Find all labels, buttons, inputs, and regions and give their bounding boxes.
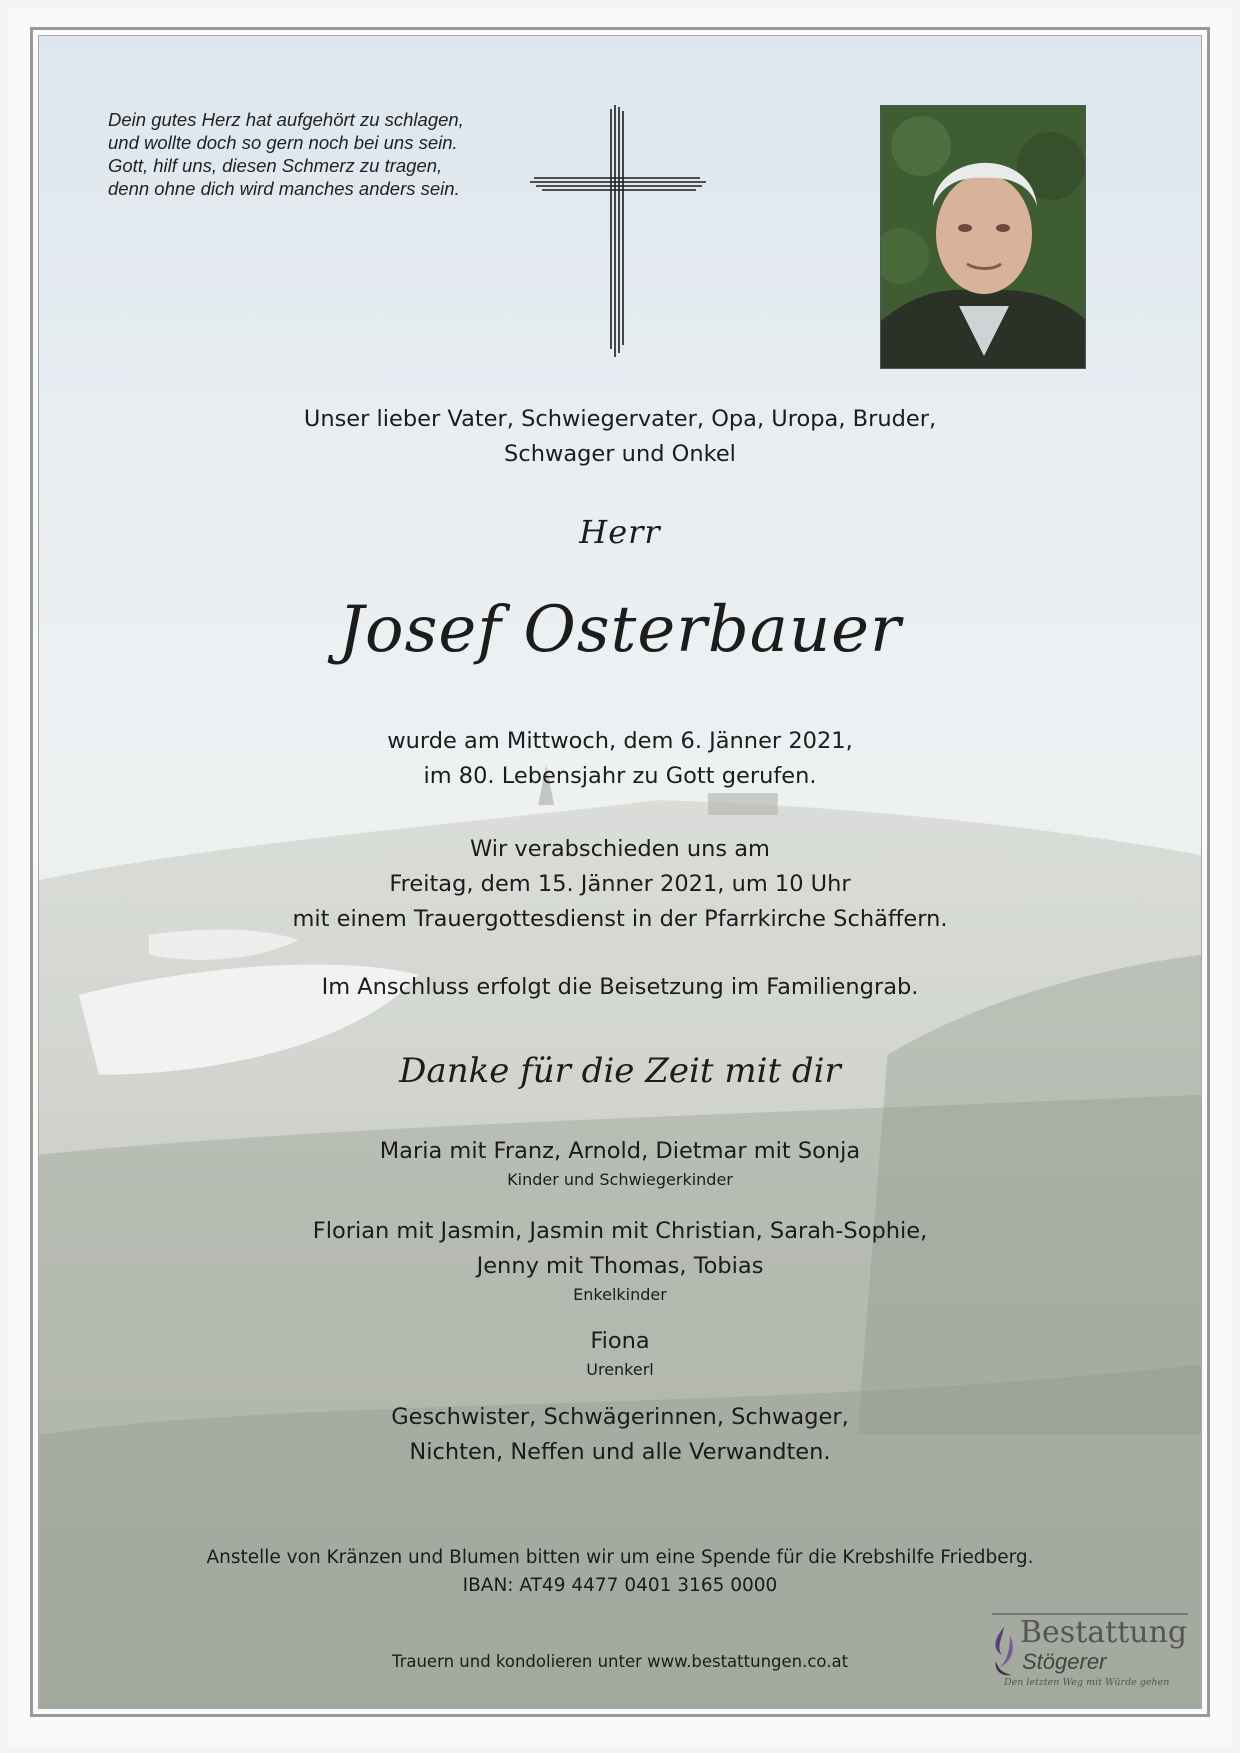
verse-line: und wollte doch so gern noch bei uns sein.: [108, 132, 458, 153]
intro-line: Unser lieber Vater, Schwiegervater, Opa, Uropa, Bruder,: [303, 406, 937, 432]
donation-request: [140, 1544, 1100, 1600]
logo-subtitle: Stögerer: [1022, 1649, 1107, 1674]
mourner-names: Geschwister, Schwägerinnen, Schwager,: [391, 1404, 849, 1430]
mourner-role: Kinder und Schwiegerkinder: [507, 1170, 733, 1189]
iban: IBAN: AT49 4477 0401 3165 0000: [462, 1575, 778, 1596]
mourner-role: Urenkerl: [586, 1360, 654, 1379]
logo-tagline: Den letzten Weg mit Würde gehen: [1004, 1677, 1170, 1688]
farewell-line: Freitag, dem 15. Jänner 2021, um 10 Uhr: [389, 871, 851, 897]
portrait-photo: [880, 105, 1086, 369]
donation-line: Anstelle von Kränzen und Blumen bitten wir um eine Spende für die Krebshilfe Friedberg.: [206, 1547, 1034, 1568]
death-line: im 80. Lebensjahr zu Gott gerufen.: [423, 763, 817, 789]
farewell-line: mit einem Trauergottesdienst in der Pfarrkirche Schäffern.: [292, 906, 948, 932]
memorial-verse: [108, 108, 528, 200]
farewell-line: Wir verabschieden uns am: [470, 836, 770, 862]
death-notice: [140, 724, 1100, 794]
salutation: Herr: [579, 513, 661, 551]
mourner-names: Florian mit Jasmin, Jasmin mit Christian, Sarah-Sophie,: [312, 1218, 928, 1244]
deceased-name: Josef Osterbauer: [338, 593, 902, 667]
mourner-names: Fiona: [590, 1328, 650, 1354]
verse-line: Dein gutes Herz hat aufgehört zu schlagen,: [108, 109, 464, 130]
flame-logo-icon: [990, 1625, 1018, 1679]
mourner-group-great-grandchildren: [140, 1324, 1100, 1381]
mourner-group-children: [140, 1134, 1100, 1191]
verse-line: Gott, hilf uns, diesen Schmerz zu tragen,: [108, 155, 443, 176]
thanks-heading: Danke für die Zeit mit dir: [399, 1051, 841, 1091]
funeral-home-logo: [990, 1613, 1188, 1693]
death-line: wurde am Mittwoch, dem 6. Jänner 2021,: [387, 728, 853, 754]
cross-icon: [530, 105, 710, 357]
burial-notice: Im Anschluss erfolgt die Beisetzung im Familiengrab.: [321, 974, 919, 1000]
logo-title: Bestattung: [1020, 1615, 1188, 1650]
intro-relation: [140, 402, 1100, 472]
mourner-names: Maria mit Franz, Arnold, Dietmar mit Sonja: [379, 1138, 861, 1164]
mourner-role: Enkelkinder: [573, 1285, 667, 1304]
mourner-names: Nichten, Neffen und alle Verwandten.: [409, 1439, 831, 1465]
condolence-link[interactable]: Trauern und kondolieren unter www.bestattungen.co.at: [391, 1652, 849, 1671]
mourner-group-grandchildren: [140, 1214, 1100, 1306]
mourner-group-relatives: [140, 1400, 1100, 1470]
funeral-service: [140, 832, 1100, 937]
intro-line: Schwager und Onkel: [504, 441, 736, 467]
verse-line: denn ohne dich wird manches anders sein.: [108, 178, 460, 199]
mourner-names: Jenny mit Thomas, Tobias: [476, 1253, 764, 1279]
